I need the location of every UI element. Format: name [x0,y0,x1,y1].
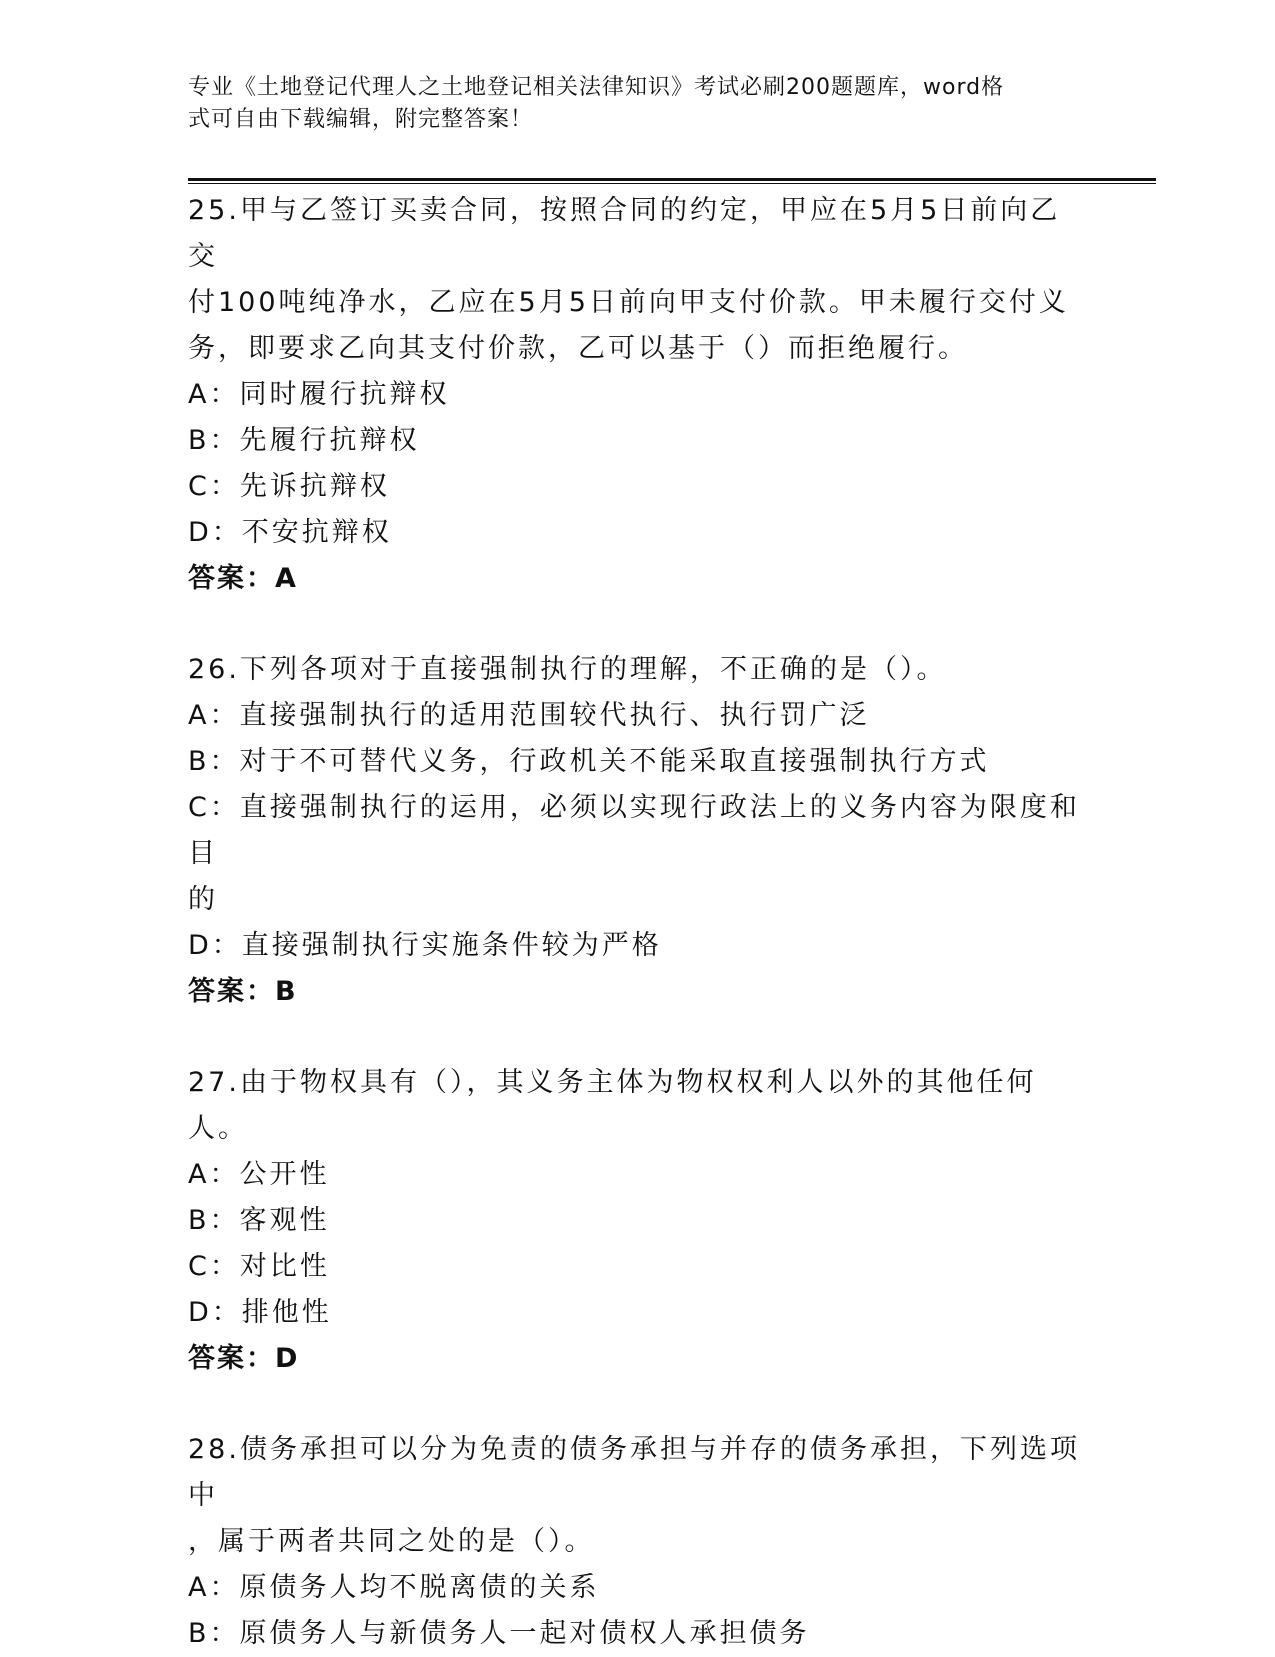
answer-option: C：先诉抗辩权 [188,471,390,502]
answer-option: C：对比性 [188,1251,330,1282]
question-block [188,647,1088,1015]
answer-option: A：原债务人均不脱离债的关系 [188,1572,600,1603]
question-block [188,188,1088,602]
question-stem-line: 25.甲与乙签订买卖合同，按照合同的约定，甲应在5月5日前向乙交 [188,195,1061,272]
question-stem-line: 付100吨纯净水，乙应在5月5日前向甲支付价款。甲未履行交付义 [188,287,1069,318]
question-stem-line: 务，即要求乙向其支付价款，乙可以基于（）而拒绝履行。 [188,333,968,364]
answer-option: 的 [188,884,218,915]
question-spacer [188,1382,1088,1427]
answer-option: D：直接强制执行实施条件较为严格 [188,930,662,961]
question-stem-line: 27.由于物权具有（），其义务主体为物权权利人以外的其他任何人。 [188,1067,1037,1144]
answer-key: 答案：A [188,563,298,594]
question-stem-line: ，属于两者共同之处的是（）。 [188,1526,595,1557]
document-header [188,72,1068,136]
answer-key: 答案：D [188,1343,300,1374]
answer-option: A：直接强制执行的适用范围较代执行、执行罚广泛 [188,700,870,731]
header-line-1: 专业《土地登记代理人之土地登记相关法律知识》考试必刷200题题库，word格 [188,75,1005,100]
question-list [188,188,1088,1657]
header-divider-thin [188,183,1156,184]
question-spacer [188,602,1088,647]
question-block [188,1060,1088,1382]
question-block [188,1427,1088,1657]
header-line-2: 式可自由下载编辑，附完整答案！ [188,107,534,132]
question-stem-line: 26.下列各项对于直接强制执行的理解，不正确的是（）。 [188,654,947,685]
answer-option: A：公开性 [188,1159,330,1190]
answer-option: C：直接强制执行的运用，必须以实现行政法上的义务内容为限度和目 [188,792,1080,869]
answer-option: D：不安抗辩权 [188,517,392,548]
question-stem-line: 28.债务承担可以分为免责的债务承担与并存的债务承担，下列选项中 [188,1434,1080,1511]
answer-option: B：客观性 [188,1205,330,1236]
answer-option: D：排他性 [188,1297,332,1328]
answer-option: B：原债务人与新债务人一起对债权人承担债务 [188,1618,810,1649]
answer-option: B：先履行抗辩权 [188,425,420,456]
header-divider-thick [188,178,1156,181]
question-spacer [188,1015,1088,1060]
answer-option: B：对于不可替代义务，行政机关不能采取直接强制执行方式 [188,746,990,777]
answer-option: A：同时履行抗辩权 [188,379,450,410]
answer-key: 答案：B [188,976,298,1007]
